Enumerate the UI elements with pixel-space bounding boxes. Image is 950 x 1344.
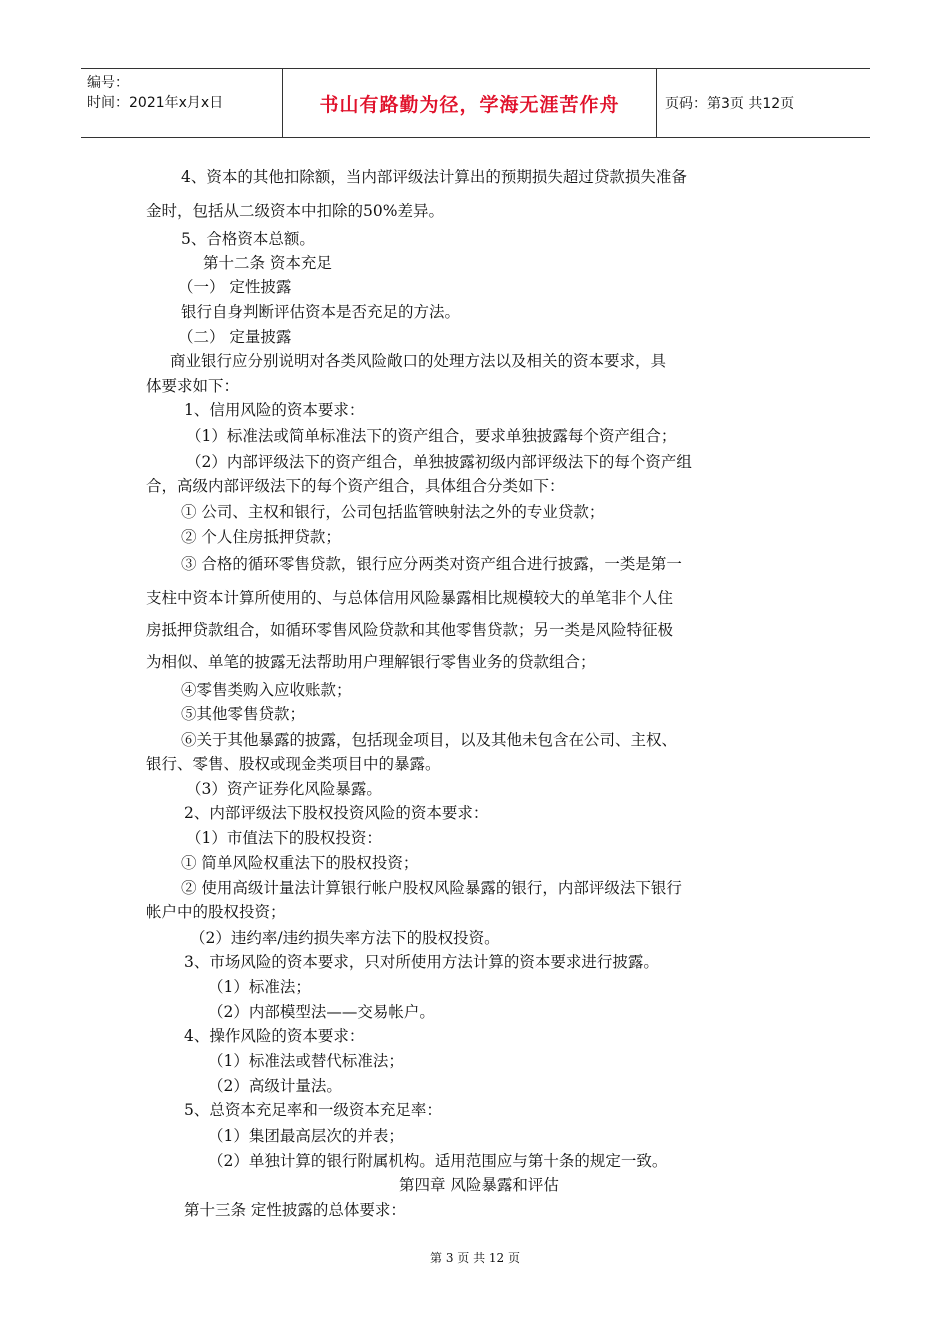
text-line: 房抵押贷款组合，如循环零售风险贷款和其他零售贷款；另一类是风险特征极 [146,621,674,639]
text-line: （2）内部评级法下的资产组合，单独披露初级内部评级法下的每个资产组 [186,453,692,471]
header-motto: 书山有路勤为径，学海无涯苦作舟 [283,69,657,137]
text-line: 银行、零售、股权或现金类项目中的暴露。 [146,755,441,773]
text-line: 4、资本的其他扣除额，当内部评级法计算出的预期损失超过贷款损失准备 [181,168,687,186]
header-page-number: 页码：第3页 共12页 [665,96,795,112]
text-line: （1）标准法； [208,978,311,996]
text-line: ③ 合格的循环零售贷款，银行应分两类对资产组合进行披露，一类是第一 [181,555,682,573]
text-line: 银行自身判断评估资本是否充足的方法。 [181,303,461,321]
text-line: ② 个人住房抵押贷款； [181,528,341,546]
text-line: （一） 定性披露 [178,278,292,296]
chapter-heading: 第四章 风险暴露和评估 [399,1176,559,1194]
section-heading: 第十二条 资本充足 [203,254,332,272]
text-line: 支柱中资本计算所使用的、与总体信用风险暴露相比规模较大的单笔非个人住 [146,589,674,607]
text-line: 4、操作风险的资本要求： [184,1027,365,1045]
text-line: 第十三条 定性披露的总体要求： [184,1201,406,1219]
text-line: ⑥关于其他暴露的披露，包括现金项目，以及其他未包含在公司、主权、 [181,731,678,749]
text-line: ④零售类购入应收账款； [181,681,352,699]
text-line: 合，高级内部评级法下的每个资产组合，具体组合分类如下： [146,477,565,495]
page-header [81,68,870,138]
text-line: 为相似、单笔的披露无法帮助用户理解银行零售业务的贷款组合； [146,653,596,671]
text-line: （1）集团最高层次的并表； [208,1127,404,1145]
text-line: （3）资产证券化风险暴露。 [186,780,382,798]
text-line: 帐户中的股权投资； [146,903,286,921]
header-meta [81,69,283,137]
text-line: 5、总资本充足率和一级资本充足率： [184,1101,442,1119]
text-line: （2）内部模型法——交易帐户。 [208,1003,435,1021]
header-time: 时间：2021年x月x日 [87,95,224,111]
text-line: （2）高级计量法。 [208,1077,342,1095]
text-line: （2）违约率/违约损失率方法下的股权投资。 [190,929,500,947]
text-line: 体要求如下： [146,377,240,395]
text-line: 商业银行应分别说明对各类风险敞口的处理方法以及相关的资本要求，具 [170,352,667,370]
text-line: 金时，包括从二级资本中扣除的50%差异。 [146,202,444,220]
page-footer: 第 3 页 共 12 页 [430,1251,520,1265]
text-line: 2、内部评级法下股权投资风险的资本要求： [184,804,489,822]
text-line: ⑤其他零售贷款； [181,705,306,723]
text-line: （2）单独计算的银行附属机构。适用范围应与第十条的规定一致。 [208,1152,668,1170]
text-line: ① 简单风险权重法下的股权投资； [181,854,419,872]
text-line: 3、市场风险的资本要求，只对所使用方法计算的资本要求进行披露。 [184,953,659,971]
text-line: （1）标准法或替代标准法； [208,1052,404,1070]
text-line: （1）标准法或简单标准法下的资产组合，要求单独披露每个资产组合； [186,427,677,445]
header-number: 编号： [87,75,129,91]
text-line: 1、信用风险的资本要求： [184,401,365,419]
text-line: （1）市值法下的股权投资： [186,829,382,847]
text-line: （二） 定量披露 [178,328,292,346]
text-line: 5、合格资本总额。 [181,230,315,248]
text-line: ① 公司、主权和银行，公司包括监管映射法之外的专业贷款； [181,503,605,521]
text-line: ② 使用高级计量法计算银行帐户股权风险暴露的银行，内部评级法下银行 [181,879,682,897]
